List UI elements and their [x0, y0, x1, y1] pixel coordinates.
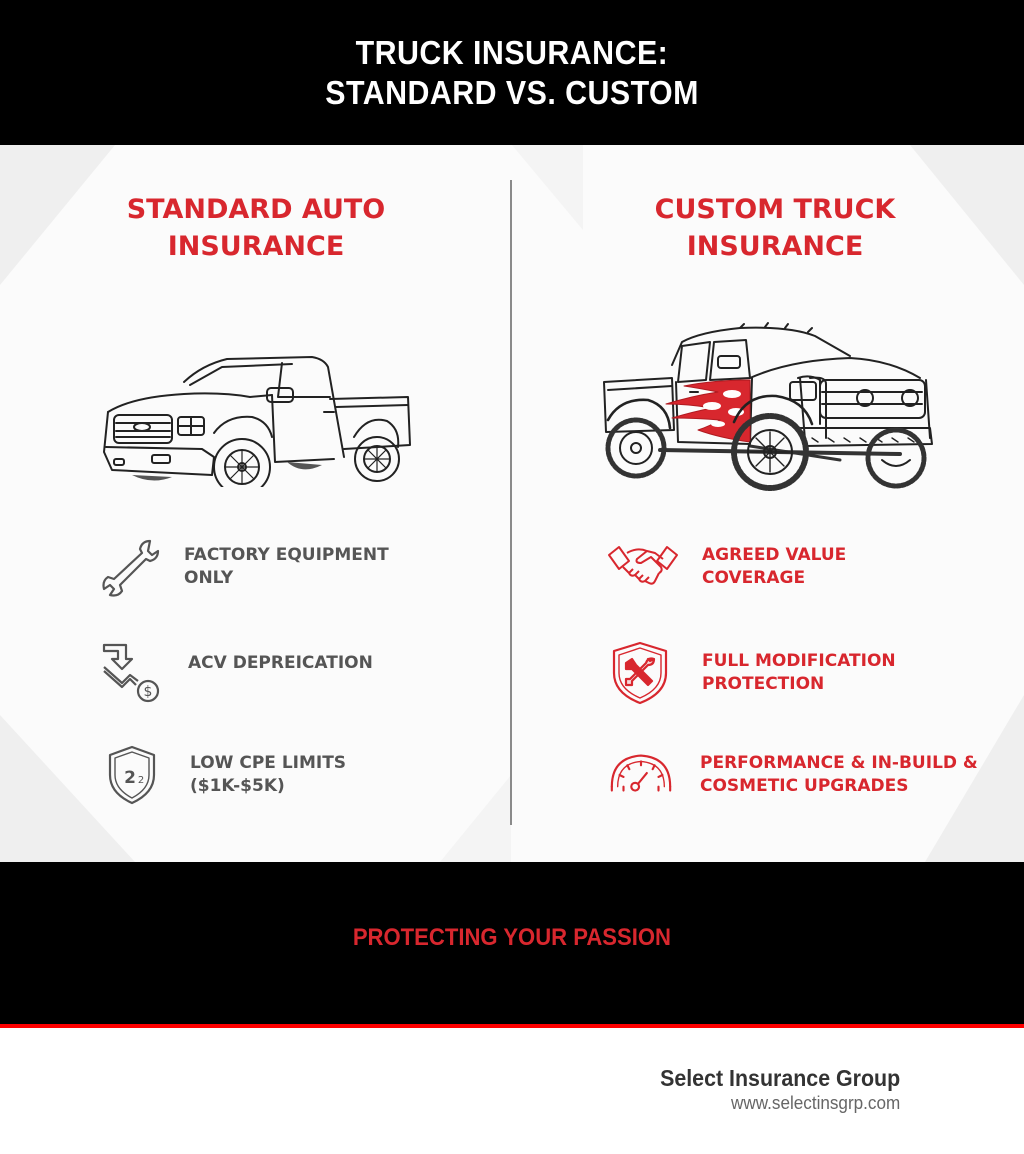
- tagline: PROTECTING YOUR PASSION: [352, 924, 672, 951]
- feature-label-line-1: AGREED VALUE: [702, 545, 847, 565]
- standard-feature-low-cpe-limits: [100, 743, 346, 807]
- feature-label-line-1: FULL MODIFICATION: [702, 651, 896, 671]
- standard-title-line-1: STANDARD AUTO: [126, 194, 386, 225]
- feature-label-line-1: LOW CPE LIMITS: [190, 753, 347, 773]
- custom-feature-agreed-value: [606, 535, 846, 599]
- feature-label-line-1: FACTORY EQUIPMENT: [184, 545, 389, 565]
- custom-title-line-2: INSURANCE: [686, 231, 864, 262]
- standard-truck-illustration: [92, 337, 414, 487]
- footer-banner: [0, 862, 1024, 1024]
- header-banner: [0, 0, 1024, 145]
- custom-truck-illustration: [600, 320, 936, 492]
- company-name: Select Insurance Group: [659, 1065, 900, 1091]
- accent-stripe: [0, 1024, 1024, 1028]
- page-title-line-2: STANDARD VS. CUSTOM: [325, 73, 699, 111]
- feature-label-line-2: PROTECTION: [702, 674, 825, 694]
- feature-label-line-2: COSMETIC UPGRADES: [700, 776, 909, 796]
- standard-title-line-2: INSURANCE: [167, 231, 345, 262]
- feature-label-line-2: ($1K-$5K): [190, 776, 285, 796]
- handshake-icon: [606, 535, 680, 599]
- custom-feature-full-modification: [608, 641, 896, 705]
- standard-feature-factory-equipment: [98, 535, 389, 599]
- depreciation-arrow-dollar-icon: [100, 641, 164, 705]
- brand-block: [642, 1064, 900, 1114]
- page-title-line-1: TRUCK INSURANCE:: [355, 33, 669, 71]
- svg-text:2: 2: [137, 775, 145, 786]
- company-url[interactable]: www.selectinsgrp.com: [730, 1093, 900, 1113]
- svg-text:$: $: [143, 684, 153, 700]
- standard-panel-title: [60, 191, 452, 265]
- shield-number-icon: [100, 743, 164, 807]
- feature-label-line-2: COVERAGE: [702, 568, 806, 588]
- custom-feature-performance-upgrades: [606, 743, 978, 807]
- feature-label-line-1: PERFORMANCE & IN-BUILD &: [700, 753, 978, 773]
- custom-panel-title: [575, 191, 975, 265]
- shield-tools-icon: [608, 641, 672, 705]
- column-divider: [510, 180, 512, 825]
- comparison-area: [0, 145, 1024, 862]
- standard-feature-acv-depreciation: [100, 641, 373, 705]
- custom-title-line-1: CUSTOM TRUCK: [654, 194, 896, 225]
- speedometer-icon: [606, 743, 676, 807]
- feature-label-line-1: ACV DEPREICATION: [188, 652, 373, 673]
- wrench-icon: [98, 535, 162, 599]
- feature-label-line-2: ONLY: [184, 568, 234, 588]
- svg-text:2: 2: [124, 768, 136, 788]
